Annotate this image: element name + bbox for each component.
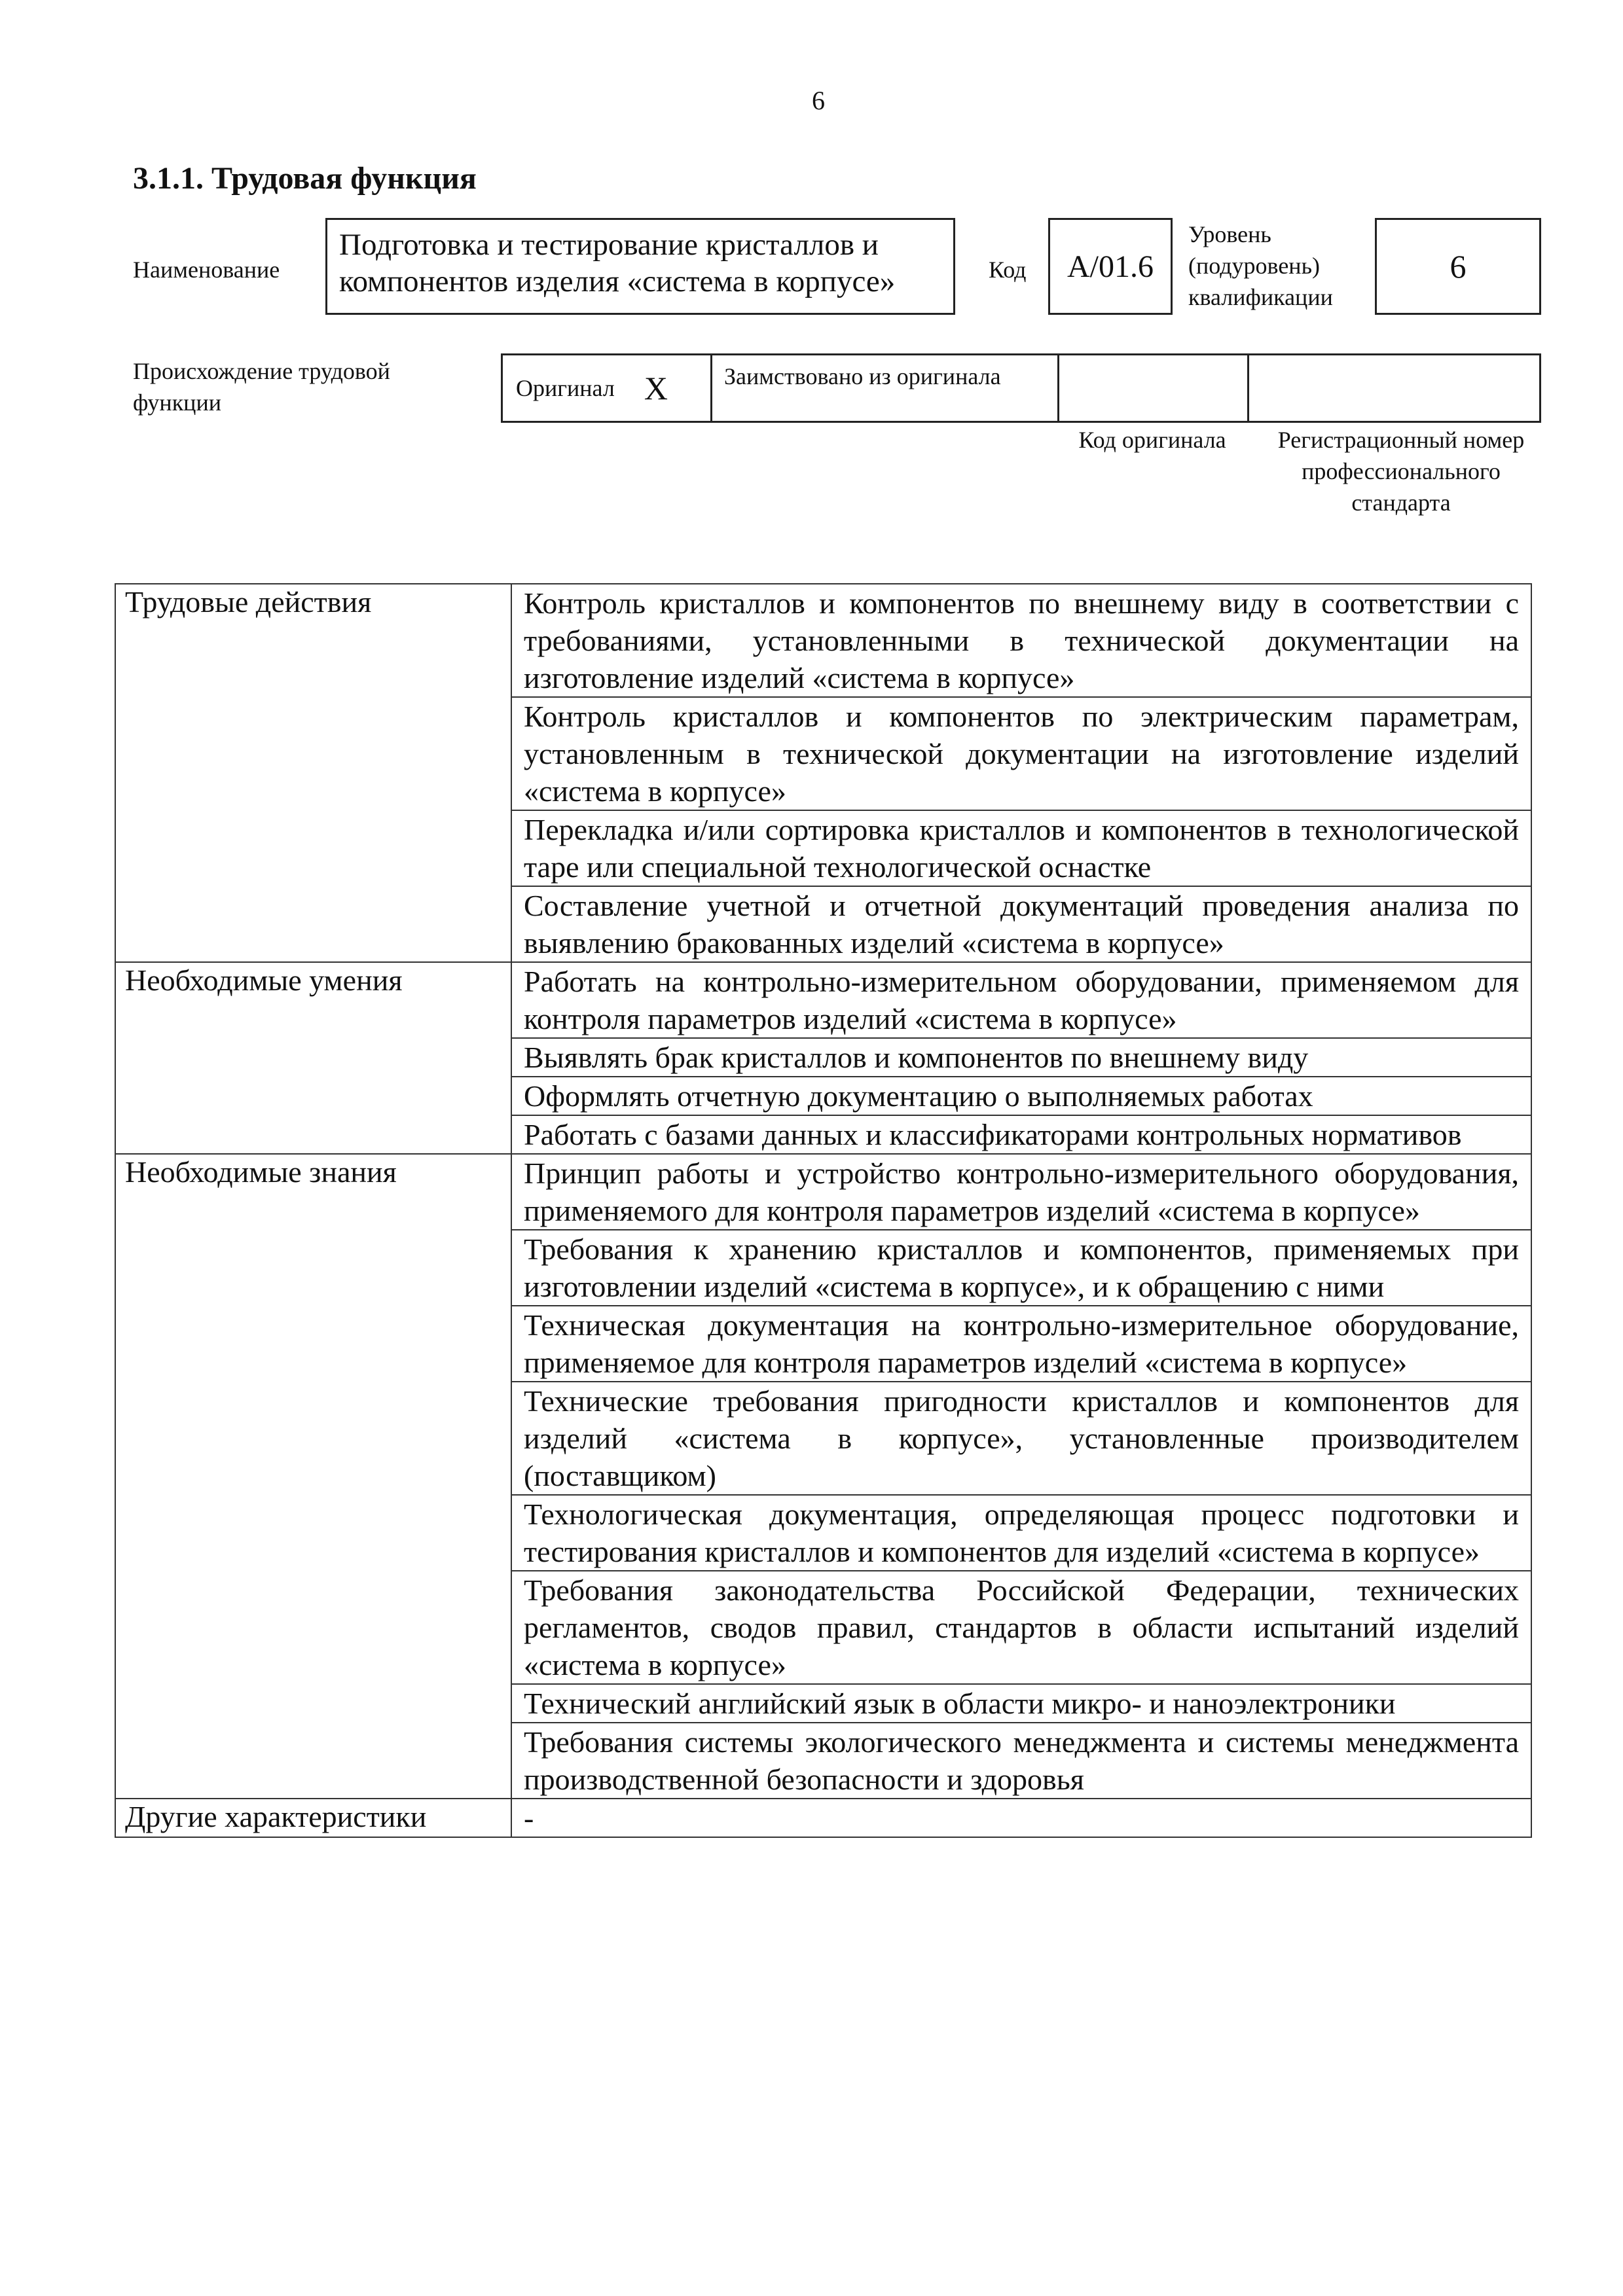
level-label-line: Уровень: [1188, 221, 1271, 247]
section-item: Технические требования пригодности кристаллов и компонентов для изделий «система в корпусе», установленные производителем (поставщиком): [511, 1382, 1531, 1495]
section-item: Контроль кристаллов и компонентов по внешнему виду в соответствии с требованиями, установленными в технической документации на изготовление изделий «система в корпусе»: [511, 584, 1531, 697]
name-value: Подготовка и тестирование кристаллов и компонентов изделия «система в корпусе»: [325, 218, 955, 315]
original-label: Оригинал: [516, 375, 615, 401]
name-label: Наименование: [133, 257, 280, 283]
section-item: Работать с базами данных и классификаторами контрольных нормативов: [511, 1115, 1531, 1154]
code-original-cell: [1059, 355, 1249, 421]
level-label: [1188, 219, 1333, 313]
code-value: А/01.6: [1048, 218, 1173, 315]
section-item: Технический английский язык в области микро- и наноэлектроники: [511, 1684, 1531, 1723]
section-item: Выявлять брак кристаллов и компонентов по внешнему виду: [511, 1038, 1531, 1077]
section-item: Перекладка и/или сортировка кристаллов и компонентов в технологической таре или специальной технологической оснастке: [511, 810, 1531, 886]
section-item: Контроль кристаллов и компонентов по электрическим параметрам, установленным в технической документации на изготовление изделий «система в корпусе»: [511, 697, 1531, 810]
other-label: Другие характеристики: [115, 1799, 511, 1837]
other-value: -: [511, 1799, 1531, 1837]
page-number: 6: [812, 86, 825, 115]
origin-label: Происхождение трудовой функции: [133, 358, 390, 416]
function-table: [115, 583, 1532, 1838]
origin-original-cell: [503, 355, 712, 421]
origin-row: [501, 353, 1541, 423]
reg-number-caption: Регистрационный номер профессионального стандарта: [1277, 427, 1525, 516]
section-item: Требования к хранению кристаллов и компонентов, применяемых при изготовлении изделий «система в корпусе», и к обращению с ними: [511, 1230, 1531, 1306]
table-row: [115, 1154, 1531, 1230]
section-item: Техническая документация на контрольно-измерительное оборудование, применяемое для контроля параметров изделий «система в корпусе»: [511, 1306, 1531, 1382]
section-item: Требования законодательства Российской Федерации, технических регламентов, сводов правил, стандартов в области испытаний изделий «система в корпусе»: [511, 1571, 1531, 1684]
table-row: [115, 584, 1531, 697]
section-item: Принцип работы и устройство контрольно-измерительного оборудования, применяемого для контроля параметров изделий «система в корпусе»: [511, 1154, 1531, 1230]
section-label: Необходимые знания: [115, 1154, 511, 1799]
section-label: Необходимые умения: [115, 962, 511, 1154]
section-item: Составление учетной и отчетной документаций проведения анализа по выявлению бракованных изделий «система в корпусе»: [511, 886, 1531, 962]
borrowed-label: Заимствовано из оригинала: [712, 355, 1059, 421]
section-label: Трудовые действия: [115, 584, 511, 962]
code-original-caption: Код оригинала: [1078, 427, 1226, 453]
table-row: [115, 1799, 1531, 1837]
level-value: 6: [1375, 218, 1541, 315]
original-mark: X: [644, 370, 668, 406]
level-label-line: квалификации: [1188, 284, 1333, 310]
section-title: 3.1.1. Трудовая функция: [133, 161, 477, 196]
section-item: Оформлять отчетную документацию о выполняемых работах: [511, 1077, 1531, 1115]
section-item: Требования системы экологического менеджмента и системы менеджмента производственной безопасности и здоровья: [511, 1723, 1531, 1799]
level-label-line: (подуровень): [1188, 253, 1320, 279]
table-row: [115, 962, 1531, 1038]
section-item: Работать на контрольно-измерительном оборудовании, применяемом для контроля параметров изделий «система в корпусе»: [511, 962, 1531, 1038]
section-item: Технологическая документация, определяющая процесс подготовки и тестирования кристаллов и компонентов для изделий «система в корпусе»: [511, 1495, 1531, 1571]
code-label: Код: [989, 257, 1027, 283]
reg-number-cell: [1249, 355, 1539, 421]
